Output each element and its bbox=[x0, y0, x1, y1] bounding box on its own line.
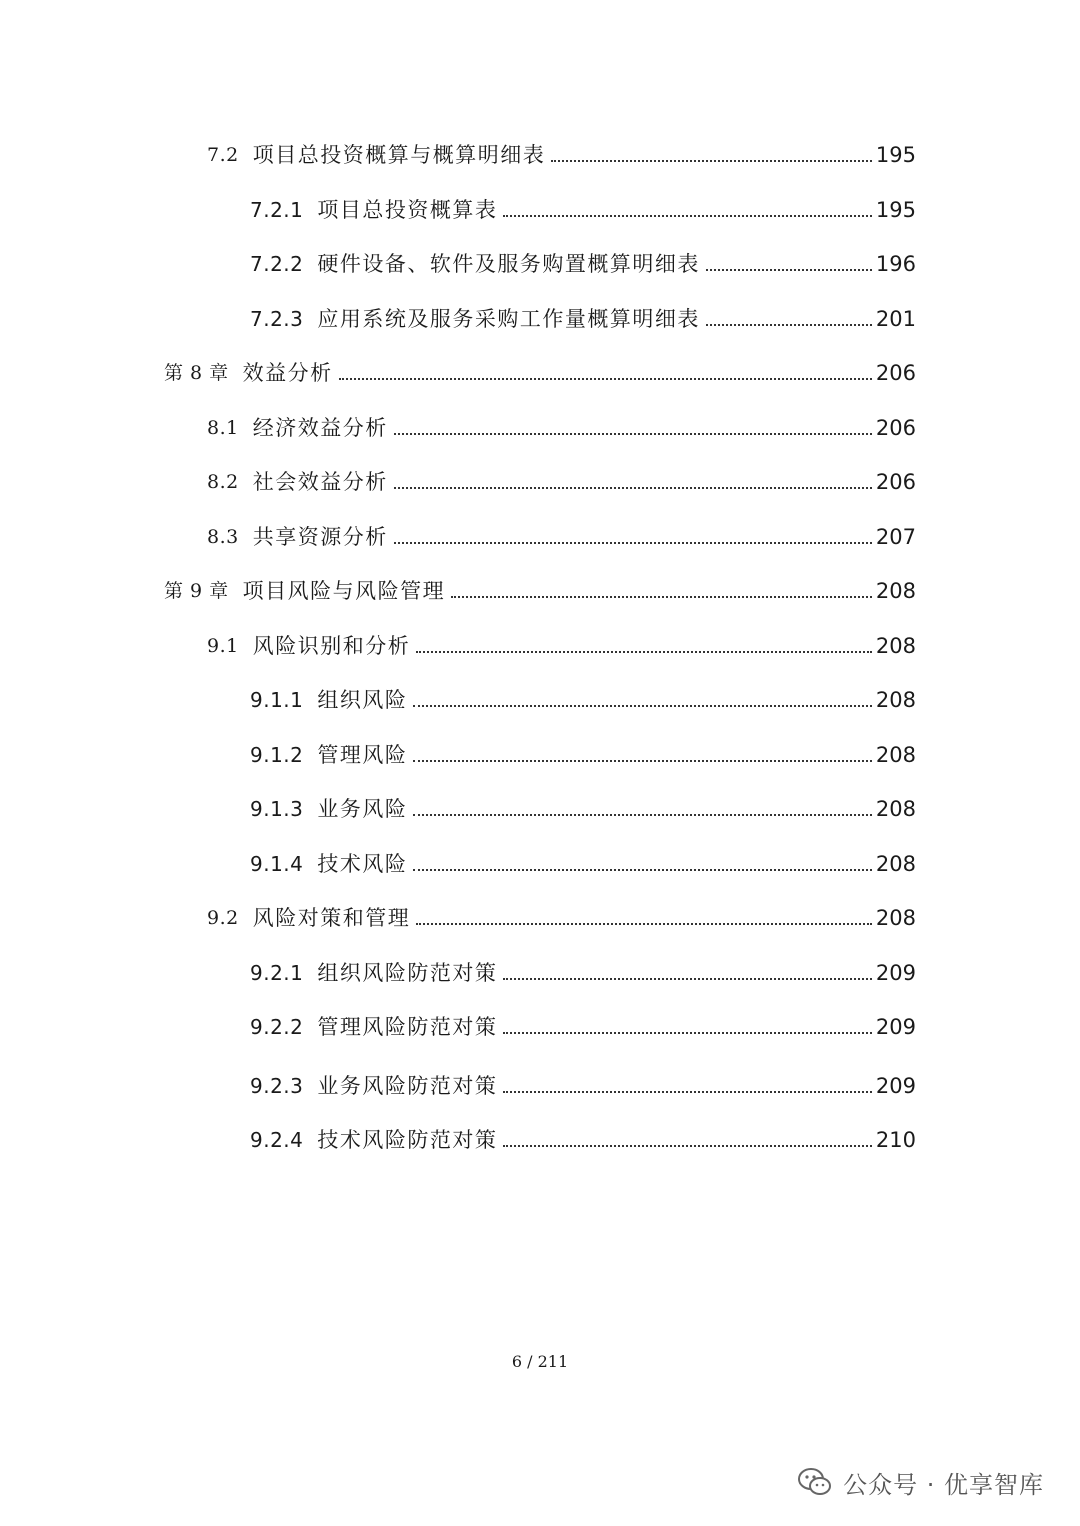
toc-entry-page: 208 bbox=[875, 579, 916, 603]
toc-entry-title: 业务风险 bbox=[317, 797, 408, 821]
toc-leader-dots bbox=[551, 160, 872, 162]
toc-leader-dots bbox=[416, 923, 872, 925]
toc-entry-number: 9.1.2 bbox=[250, 743, 304, 767]
toc-entry bbox=[0, 1000, 1080, 1040]
toc-entry-page: 208 bbox=[875, 797, 916, 821]
toc-entry-page: 208 bbox=[875, 906, 916, 930]
toc-entry-number: 9.2.2 bbox=[250, 1015, 304, 1039]
toc-entry-number: 第 9 章 bbox=[164, 580, 229, 602]
toc-entry bbox=[0, 237, 1080, 277]
toc-leader-dots bbox=[413, 869, 872, 871]
toc-entry-number: 9.1.4 bbox=[250, 852, 304, 876]
toc-leader-dots bbox=[706, 324, 872, 326]
toc-leader-dots bbox=[416, 651, 872, 653]
toc-entry-title: 管理风险防范对策 bbox=[317, 1015, 498, 1039]
toc-entry bbox=[0, 673, 1080, 713]
toc-entry-page: 206 bbox=[875, 361, 916, 385]
toc-leader-dots bbox=[413, 705, 872, 707]
toc-entry bbox=[0, 183, 1080, 223]
toc-leader-dots bbox=[503, 978, 872, 980]
watermark-text: 公众号 · 优享智库 bbox=[843, 1470, 1044, 1499]
toc-entry bbox=[0, 728, 1080, 768]
toc-entry bbox=[0, 619, 1080, 659]
toc-entry-page: 206 bbox=[875, 416, 916, 440]
toc-entry bbox=[0, 837, 1080, 877]
toc-leader-dots bbox=[394, 433, 872, 435]
toc-entry bbox=[0, 455, 1080, 495]
toc-leader-dots bbox=[339, 378, 872, 380]
toc-entry-page: 208 bbox=[875, 743, 916, 767]
toc-entry-number: 7.2.1 bbox=[250, 198, 304, 222]
toc-entry-page: 207 bbox=[875, 525, 916, 549]
toc-entry-number: 8.3 bbox=[207, 526, 239, 548]
toc-entry-number: 9.1.3 bbox=[250, 797, 304, 821]
toc-entry bbox=[0, 1059, 1080, 1099]
toc-entry-page: 209 bbox=[875, 961, 916, 985]
toc-entry-number: 9.2.4 bbox=[250, 1128, 304, 1152]
toc-entry bbox=[0, 510, 1080, 550]
watermark bbox=[797, 1462, 1044, 1502]
toc-entry-title: 共享资源分析 bbox=[252, 525, 388, 549]
toc-leader-dots bbox=[394, 487, 872, 489]
toc-entry-number: 9.2.1 bbox=[250, 961, 304, 985]
toc-entry-title: 经济效益分析 bbox=[252, 416, 388, 440]
toc-entry-title: 业务风险防范对策 bbox=[317, 1074, 498, 1098]
toc-leader-dots bbox=[503, 1091, 872, 1093]
toc-entry-title: 项目总投资概算表 bbox=[317, 198, 498, 222]
toc-entry-page: 195 bbox=[875, 198, 916, 222]
toc-entry-page: 209 bbox=[875, 1074, 916, 1098]
toc-entry-title: 社会效益分析 bbox=[252, 470, 388, 494]
toc-leader-dots bbox=[706, 269, 872, 271]
toc-entry-page: 195 bbox=[875, 143, 916, 167]
toc-entry-page: 208 bbox=[875, 852, 916, 876]
toc-entry-number: 7.2.3 bbox=[250, 307, 304, 331]
toc-entry-title: 技术风险 bbox=[317, 852, 408, 876]
toc-leader-dots bbox=[503, 215, 872, 217]
toc-entry bbox=[0, 946, 1080, 986]
toc-entry-page: 201 bbox=[875, 307, 916, 331]
toc-entry-title: 项目风险与风险管理 bbox=[242, 579, 446, 603]
toc-leader-dots bbox=[503, 1145, 872, 1147]
toc-entry bbox=[0, 292, 1080, 332]
toc-entry bbox=[0, 564, 1080, 604]
toc-entry-number: 第 8 章 bbox=[164, 362, 229, 384]
toc-entry-title: 组织风险防范对策 bbox=[317, 961, 498, 985]
toc-entry-title: 应用系统及服务采购工作量概算明细表 bbox=[317, 307, 700, 331]
toc-entry-title: 管理风险 bbox=[317, 743, 408, 767]
toc-entry bbox=[0, 128, 1080, 168]
wechat-icon bbox=[797, 1467, 833, 1497]
toc-entry-title: 技术风险防范对策 bbox=[317, 1128, 498, 1152]
toc-entry bbox=[0, 891, 1080, 931]
toc-entry-title: 风险对策和管理 bbox=[252, 906, 411, 930]
toc-entry-page: 206 bbox=[875, 470, 916, 494]
toc-leader-dots bbox=[451, 596, 872, 598]
toc-entry-number: 9.2.3 bbox=[250, 1074, 304, 1098]
toc-entry-page: 209 bbox=[875, 1015, 916, 1039]
toc-leader-dots bbox=[503, 1032, 872, 1034]
toc-entry bbox=[0, 346, 1080, 386]
toc-entry-number: 8.2 bbox=[207, 471, 239, 493]
toc-entry-title: 组织风险 bbox=[317, 688, 408, 712]
toc-entry-title: 风险识别和分析 bbox=[252, 634, 411, 658]
toc-entry bbox=[0, 401, 1080, 441]
toc-entry-number: 7.2.2 bbox=[250, 252, 304, 276]
toc-entry-page: 208 bbox=[875, 688, 916, 712]
toc-entry-page: 208 bbox=[875, 634, 916, 658]
toc-entry-title: 项目总投资概算与概算明细表 bbox=[252, 143, 546, 167]
toc-entry-number: 9.1.1 bbox=[250, 688, 304, 712]
toc-leader-dots bbox=[413, 814, 872, 816]
toc-entry-title: 硬件设备、软件及服务购置概算明细表 bbox=[317, 252, 700, 276]
toc-entry-number: 8.1 bbox=[207, 417, 239, 439]
toc-entry bbox=[0, 782, 1080, 822]
toc-entry bbox=[0, 1113, 1080, 1153]
toc-entry-page: 210 bbox=[875, 1128, 916, 1152]
toc-entry-number: 9.1 bbox=[207, 635, 239, 657]
toc-entry-title: 效益分析 bbox=[242, 361, 333, 385]
toc-leader-dots bbox=[394, 542, 872, 544]
page-number-indicator: 6 / 211 bbox=[511, 1352, 569, 1371]
toc-entry-number: 9.2 bbox=[207, 907, 239, 929]
toc-entry-number: 7.2 bbox=[207, 144, 239, 166]
toc-entry-page: 196 bbox=[875, 252, 916, 276]
toc-leader-dots bbox=[413, 760, 872, 762]
